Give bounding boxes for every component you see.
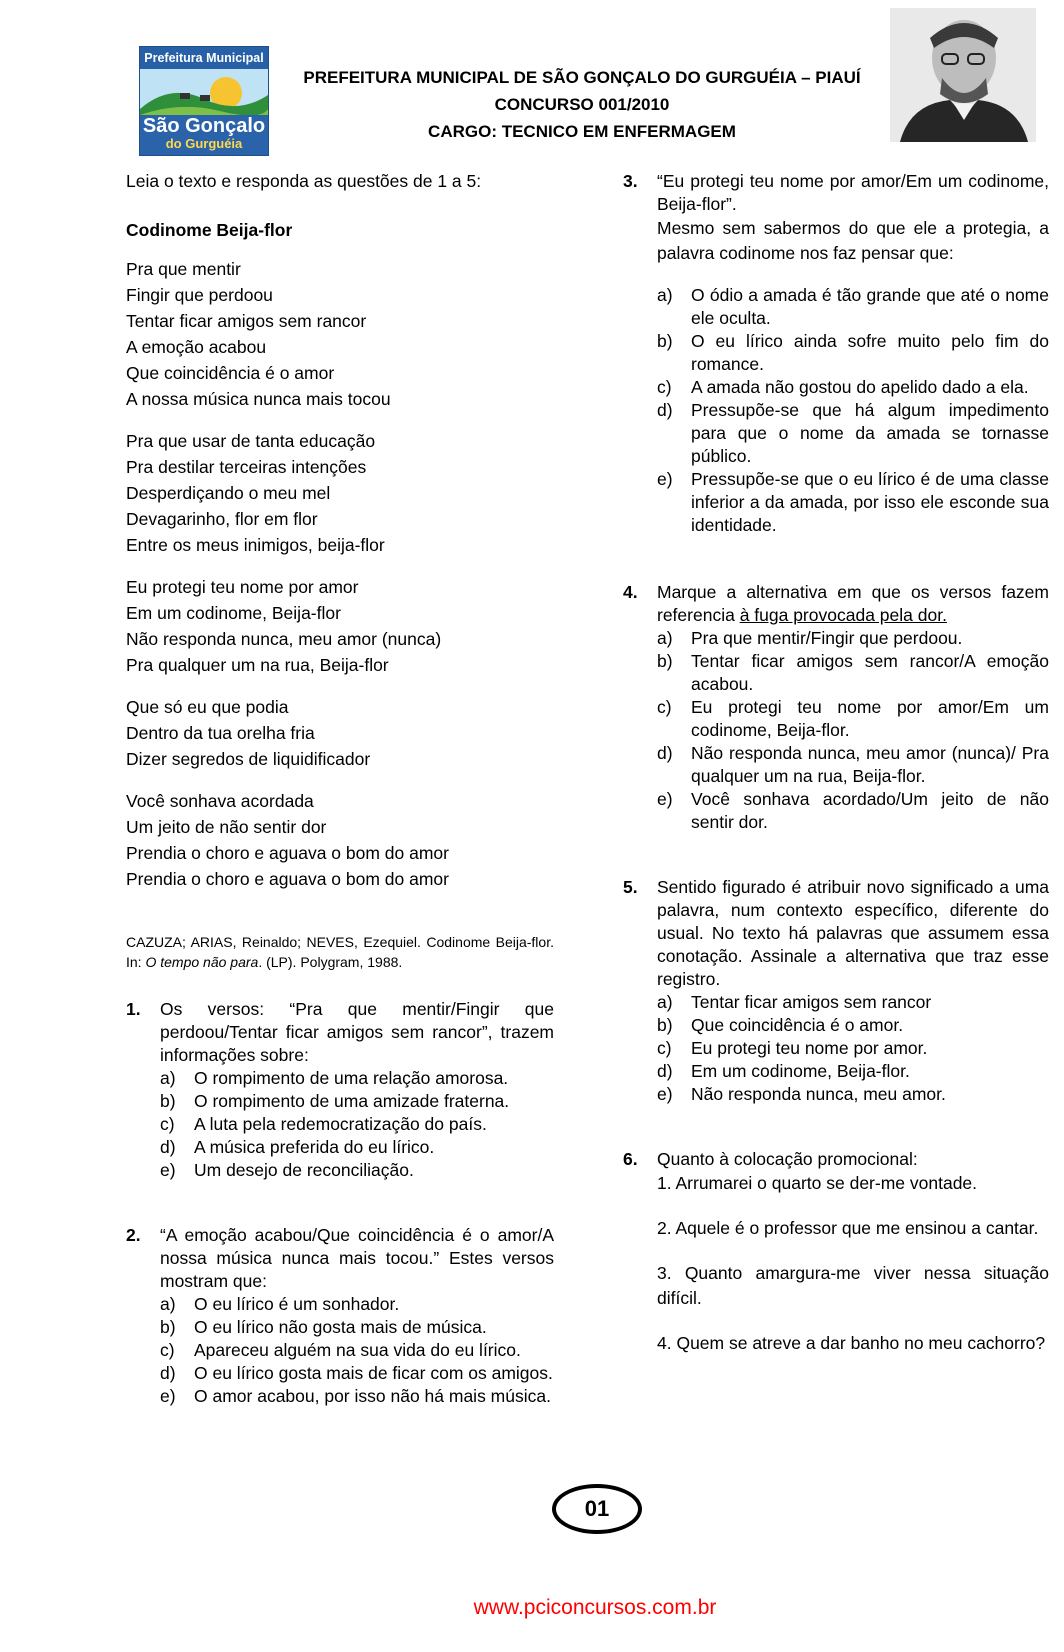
option-e [160, 1159, 554, 1182]
option-letter: b) [657, 331, 673, 351]
poem-line: Prendia o choro e aguava o bom do amor [126, 843, 449, 863]
option-a [160, 1293, 554, 1316]
right-column [623, 170, 1049, 1356]
poem-line: Pra destilar terceiras intenções [126, 457, 367, 477]
poem-citation [126, 932, 554, 972]
option-letter: a) [160, 1294, 176, 1314]
header-line-3: CARGO: TECNICO EM ENFERMAGEM [428, 122, 736, 141]
option-text: Um desejo de reconciliação. [194, 1160, 414, 1180]
question-number: 4. [623, 582, 638, 602]
option-letter: c) [657, 697, 672, 717]
option-b [657, 330, 1049, 376]
option-letter: b) [657, 651, 673, 671]
option-letter: e) [657, 1084, 673, 1104]
poem-line: Pra que usar de tanta educação [126, 431, 376, 451]
option-text: Tentar ficar amigos sem rancor [691, 992, 932, 1012]
option-text: Pra que mentir/Fingir que perdoou. [691, 628, 963, 648]
option-a [657, 991, 1049, 1014]
statement-item: 1. Arrumarei o quarto se der-me vontade. [657, 1173, 978, 1193]
option-e [657, 1083, 1049, 1106]
poem-line: Você sonhava acordada [126, 791, 314, 811]
question-stem: Sentido figurado é atribuir novo significado a uma palavra, num contexto específico, diferente do usual. No texto há palavras que assumem essa conotação. Assinale a alternativa que traz esse registro. [657, 877, 1049, 989]
poem-line: Em um codinome, Beija-flor [126, 603, 341, 623]
option-d [657, 399, 1049, 468]
logo-subname: do Gurguéia [165, 136, 243, 151]
question-4 [623, 581, 1049, 834]
page-number: 01 [552, 1484, 642, 1534]
option-letter: b) [160, 1317, 176, 1337]
logo-top-text: Prefeitura Municipal [140, 47, 268, 69]
header-line-2: CONCURSO 001/2010 [494, 95, 670, 114]
poem-line: Fingir que perdoou [126, 285, 273, 305]
option-b [657, 650, 1049, 696]
question-2 [126, 1224, 554, 1408]
question-number: 2. [126, 1225, 141, 1245]
option-e [657, 788, 1049, 834]
option-letter: c) [160, 1114, 175, 1134]
poem-line: Pra que mentir [126, 259, 241, 279]
question-number: 5. [623, 877, 638, 897]
logo-name: São Gonçalo [142, 115, 266, 137]
options-list [657, 284, 1049, 537]
option-d [160, 1362, 554, 1385]
option-d [657, 1060, 1049, 1083]
poem-line: Desperdiçando o meu mel [126, 483, 331, 503]
document-header [270, 64, 894, 145]
header-line-1: PREFEITURA MUNICIPAL DE SÃO GONÇALO DO GURGUÉIA – PIAUÍ [303, 68, 861, 87]
poem-line: Um jeito de não sentir dor [126, 817, 327, 837]
option-text: Não responda nunca, meu amor. [691, 1084, 946, 1104]
option-text: Pressupõe-se que o eu lírico é de uma classe inferior a da amada, por isso ele esconde sua identidade. [691, 469, 1049, 535]
citation-authors: CAZUZA; ARIAS, Reinaldo; NEVES, Ezequiel. Codinome Beija-flor. In: [126, 934, 554, 970]
options-list [657, 991, 1049, 1106]
option-a [657, 627, 1049, 650]
question-stem-underlined: à fuga provocada pela dor. [739, 605, 947, 625]
poem-stanza [126, 428, 554, 558]
option-b [160, 1316, 554, 1339]
logo-landscape [140, 69, 268, 117]
option-c [160, 1113, 554, 1136]
option-c [160, 1339, 554, 1362]
author-portrait [890, 8, 1036, 142]
question-number: 1. [126, 999, 141, 1019]
citation-publisher: . (LP). Polygram, 1988. [258, 954, 403, 970]
poem-title: Codinome Beija-flor [126, 220, 293, 240]
option-text: O ódio a amada é tão grande que até o nome ele oculta. [691, 285, 1049, 328]
statement-item: 4. Quem se atreve a dar banho no meu cachorro? [657, 1333, 1046, 1353]
option-letter: d) [160, 1363, 176, 1383]
poem-line: Entre os meus inimigos, beija-flor [126, 535, 385, 555]
option-letter: b) [657, 1015, 673, 1035]
option-d [160, 1136, 554, 1159]
option-letter: a) [160, 1068, 176, 1088]
option-b [160, 1090, 554, 1113]
option-letter: b) [160, 1091, 176, 1111]
option-letter: a) [657, 992, 673, 1012]
question-stem: Mesmo sem sabermos do que ele a protegia, a palavra codinome nos faz pensar que: [657, 218, 1049, 263]
option-letter: c) [657, 377, 672, 397]
poem-line: Dentro da tua orelha fria [126, 723, 315, 743]
statement-list [657, 1171, 1049, 1356]
question-stem-text: Marque a alternativa em que os versos fazem referencia [657, 582, 1049, 625]
citation-album: O tempo não para [145, 954, 259, 970]
option-b [657, 1014, 1049, 1037]
option-letter: a) [657, 285, 673, 305]
option-letter: e) [657, 469, 673, 489]
option-letter: d) [657, 743, 673, 763]
option-text: O rompimento de uma relação amorosa. [194, 1068, 509, 1088]
option-text: Você sonhava acordado/Um jeito de não sentir dor. [691, 789, 1049, 832]
poem-line: Tentar ficar amigos sem rancor [126, 311, 367, 331]
option-text: Em um codinome, Beija-flor. [691, 1061, 910, 1081]
option-a [160, 1067, 554, 1090]
question-quote: “Eu protegi teu nome por amor/Em um codinome, Beija-flor”. [657, 171, 1049, 214]
option-letter: c) [657, 1038, 672, 1058]
poem-line: Prendia o choro e aguava o bom do amor [126, 869, 449, 889]
option-text: O eu lírico não gosta mais de música. [194, 1317, 487, 1337]
option-text: Que coincidência é o amor. [691, 1015, 904, 1035]
question-3 [623, 170, 1049, 537]
footer-url[interactable]: www.pciconcursos.com.br [473, 1596, 717, 1619]
poem-line: Que só eu que podia [126, 697, 289, 717]
statement-item: 2. Aquele é o professor que me ensinou a cantar. [657, 1218, 1039, 1238]
question-stem: Quanto à colocação promocional: [657, 1149, 918, 1169]
option-text: Pressupõe-se que há algum impedimento para que o nome da amada se tornasse público. [691, 400, 1049, 466]
option-text: O rompimento de uma amizade fraterna. [194, 1091, 510, 1111]
question-stem: Os versos: “Pra que mentir/Fingir que perdoou/Tentar ficar amigos sem rancor”, trazem informações sobre: [160, 999, 554, 1065]
option-text: A música preferida do eu lírico. [194, 1137, 435, 1157]
question-number: 3. [623, 171, 638, 191]
poem-stanza [126, 694, 554, 772]
poem-line: Dizer segredos de liquidificador [126, 749, 371, 769]
option-text: Eu protegi teu nome por amor/Em um codinome, Beija-flor. [691, 697, 1049, 740]
option-text: O eu lírico gosta mais de ficar com os amigos. [194, 1363, 553, 1383]
option-text: O amor acabou, por isso não há mais música. [194, 1386, 551, 1406]
option-d [657, 742, 1049, 788]
option-letter: a) [657, 628, 673, 648]
question-stem [657, 581, 1049, 627]
option-c [657, 1037, 1049, 1060]
option-letter: e) [657, 789, 673, 809]
statement-item: 3. Quanto amargura-me viver nessa situação difícil. [657, 1263, 1049, 1308]
option-text: O eu lírico é um sonhador. [194, 1294, 400, 1314]
poem-stanza [126, 788, 554, 892]
question-5 [623, 876, 1049, 1106]
option-letter: e) [160, 1386, 176, 1406]
poem-line: Que coincidência é o amor [126, 363, 335, 383]
option-text: Apareceu alguém na sua vida do eu lírico. [194, 1340, 521, 1360]
option-a [657, 284, 1049, 330]
poem-stanza [126, 256, 554, 412]
option-e [657, 468, 1049, 537]
logo-name-band [140, 115, 268, 155]
option-text: Não responda nunca, meu amor (nunca)/ Pra qualquer um na rua, Beija-flor. [691, 743, 1049, 786]
poem-line: Eu protegi teu nome por amor [126, 577, 359, 597]
option-text: Eu protegi teu nome por amor. [691, 1038, 928, 1058]
option-text: A amada não gostou do apelido dado a ela. [691, 377, 1029, 397]
option-c [657, 696, 1049, 742]
poem-line: Devagarinho, flor em flor [126, 509, 318, 529]
poem-line: A emoção acabou [126, 337, 267, 357]
poem-line: Não responda nunca, meu amor (nunca) [126, 629, 442, 649]
question-1 [126, 998, 554, 1182]
option-letter: e) [160, 1160, 176, 1180]
question-number: 6. [623, 1149, 638, 1169]
municipal-logo [139, 46, 269, 156]
option-letter: c) [160, 1340, 175, 1360]
option-e [160, 1385, 554, 1408]
left-column [126, 170, 554, 1408]
intro-text: Leia o texto e responda as questões de 1 a 5: [126, 171, 482, 191]
poem [126, 256, 554, 892]
options-list [160, 1293, 554, 1408]
question-6 [623, 1148, 1049, 1356]
option-c [657, 376, 1049, 399]
question-stem: “A emoção acabou/Que coincidência é o amor/A nossa música nunca mais tocou.” Estes versos mostram que: [160, 1225, 554, 1291]
poem-line: A nossa música nunca mais tocou [126, 389, 391, 409]
poem-line: Pra qualquer um na rua, Beija-flor [126, 655, 389, 675]
option-text: Tentar ficar amigos sem rancor/A emoção acabou. [691, 651, 1049, 694]
options-list [160, 1067, 554, 1182]
option-letter: d) [160, 1137, 176, 1157]
option-text: O eu lírico ainda sofre muito pelo fim do romance. [691, 331, 1049, 374]
option-text: A luta pela redemocratização do país. [194, 1114, 487, 1134]
option-letter: d) [657, 400, 673, 420]
options-list [657, 627, 1049, 834]
poem-stanza [126, 574, 554, 678]
option-letter: d) [657, 1061, 673, 1081]
